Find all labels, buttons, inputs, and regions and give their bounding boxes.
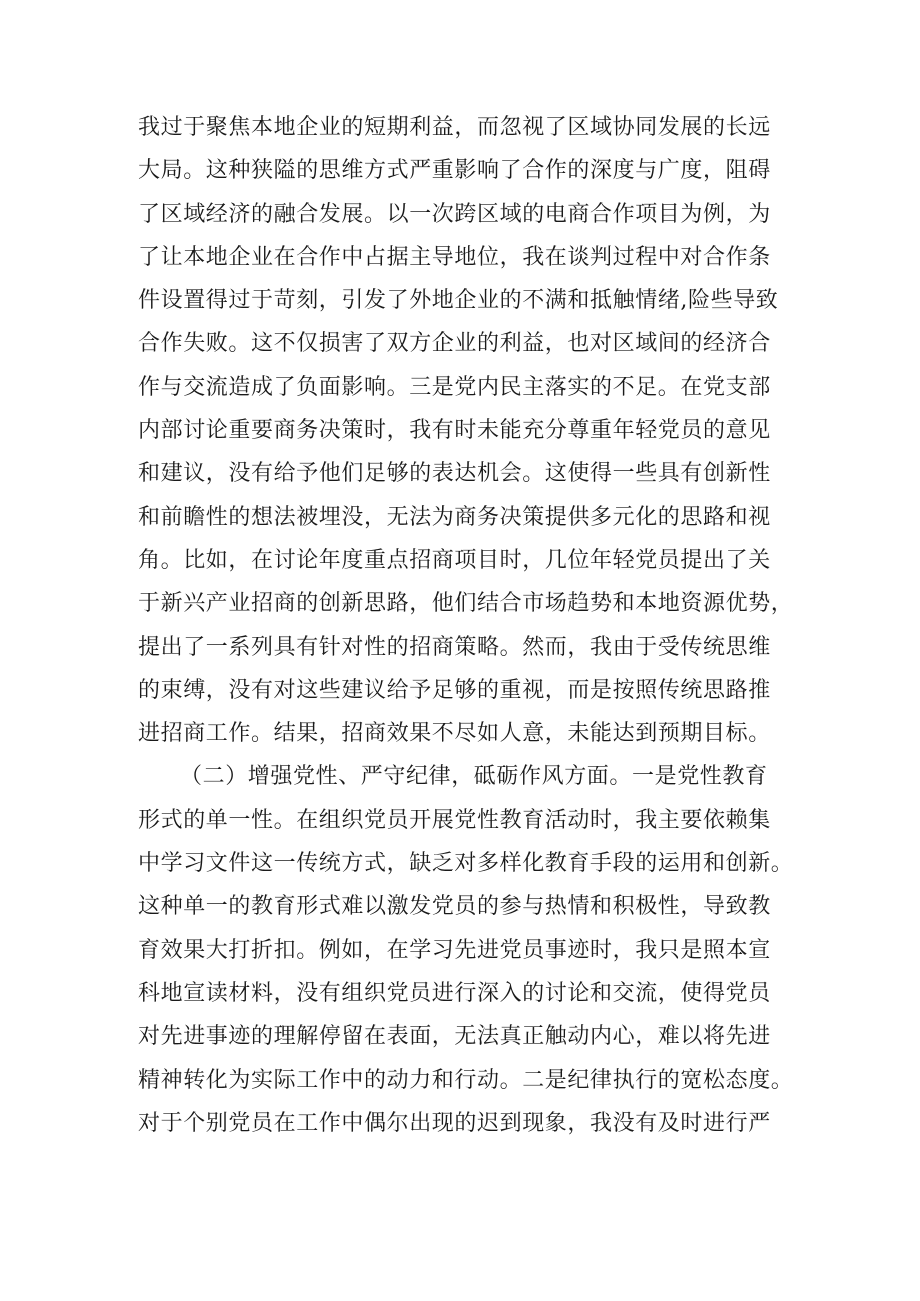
- text-line: 和前瞻性的想法被埋没，无法为商务决策提供多元化的思路和视: [138, 504, 771, 530]
- text-line: 于新兴产业招商的创新思路，他们结合市场趋势和本地资源优势，: [138, 591, 794, 617]
- text-line: 中学习文件这一传统方式，缺乏对多样化教育手段的运用和创新。: [138, 851, 794, 877]
- text-line: 对于个别党员在工作中偶尔出现的迟到现象，我没有及时进行严: [138, 1110, 771, 1136]
- text-line: 我过于聚焦本地企业的短期利益，而忽视了区域协同发展的长远: [138, 115, 771, 140]
- text-line: 作与交流造成了负面影响。三是党内民主落实的不足。在党支部: [138, 374, 771, 400]
- text-line: 精神转化为实际工作中的动力和行动。二是纪律执行的宽松态度。: [138, 1067, 794, 1093]
- text-line: 对先进事迹的理解停留在表面，无法真正触动内心，难以将先进: [138, 1024, 771, 1050]
- text-line: 了让本地企业在合作中占据主导地位，我在谈判过程中对合作条: [138, 244, 771, 270]
- text-line: 的束缚，没有对这些建议给予足够的重视，而是按照传统思路推: [138, 677, 771, 703]
- text-line: 内部讨论重要商务决策时，我有时未能充分尊重年轻党员的意见: [138, 418, 771, 444]
- text-line: 育效果大打折扣。例如，在学习先进党员事迹时，我只是照本宣: [138, 937, 771, 963]
- text-line: 科地宣读材料，没有组织党员进行深入的讨论和交流，使得党员: [138, 980, 771, 1006]
- text-line: 和建议，没有给予他们足够的表达机会。这使得一些具有创新性: [138, 461, 771, 487]
- text-line: 角。比如，在讨论年度重点招商项目时，几位年轻党员提出了关: [138, 547, 771, 573]
- text-line: 件设置得过于苛刻，引发了外地企业的不满和抵触情绪,险些导致: [138, 288, 779, 314]
- text-line: 这种单一的教育形式难以激发党员的参与热情和积极性，导致教: [138, 894, 771, 920]
- body-text: [138, 106, 798, 1145]
- text-line: 了区域经济的融合发展。以一次跨区域的电商合作项目为例，为: [138, 201, 771, 227]
- text-line: 大局。这种狭隘的思维方式严重影响了合作的深度与广度，阻碍: [138, 158, 771, 184]
- section-heading-line: （二）增强党性、严守纪律，砥砺作风方面。一是党性教育: [180, 764, 768, 790]
- text-line: 合作失败。这不仅损害了双方企业的利益，也对区域间的经济合: [138, 331, 771, 357]
- text-line: 提出了一系列具有针对性的招商策略。然而，我由于受传统思维: [138, 634, 771, 660]
- text-line: 形式的单一性。在组织党员开展党性教育活动时，我主要依赖集: [138, 807, 771, 833]
- text-line: 进招商工作。结果，招商效果不尽如人意，未能达到预期目标。: [138, 721, 771, 747]
